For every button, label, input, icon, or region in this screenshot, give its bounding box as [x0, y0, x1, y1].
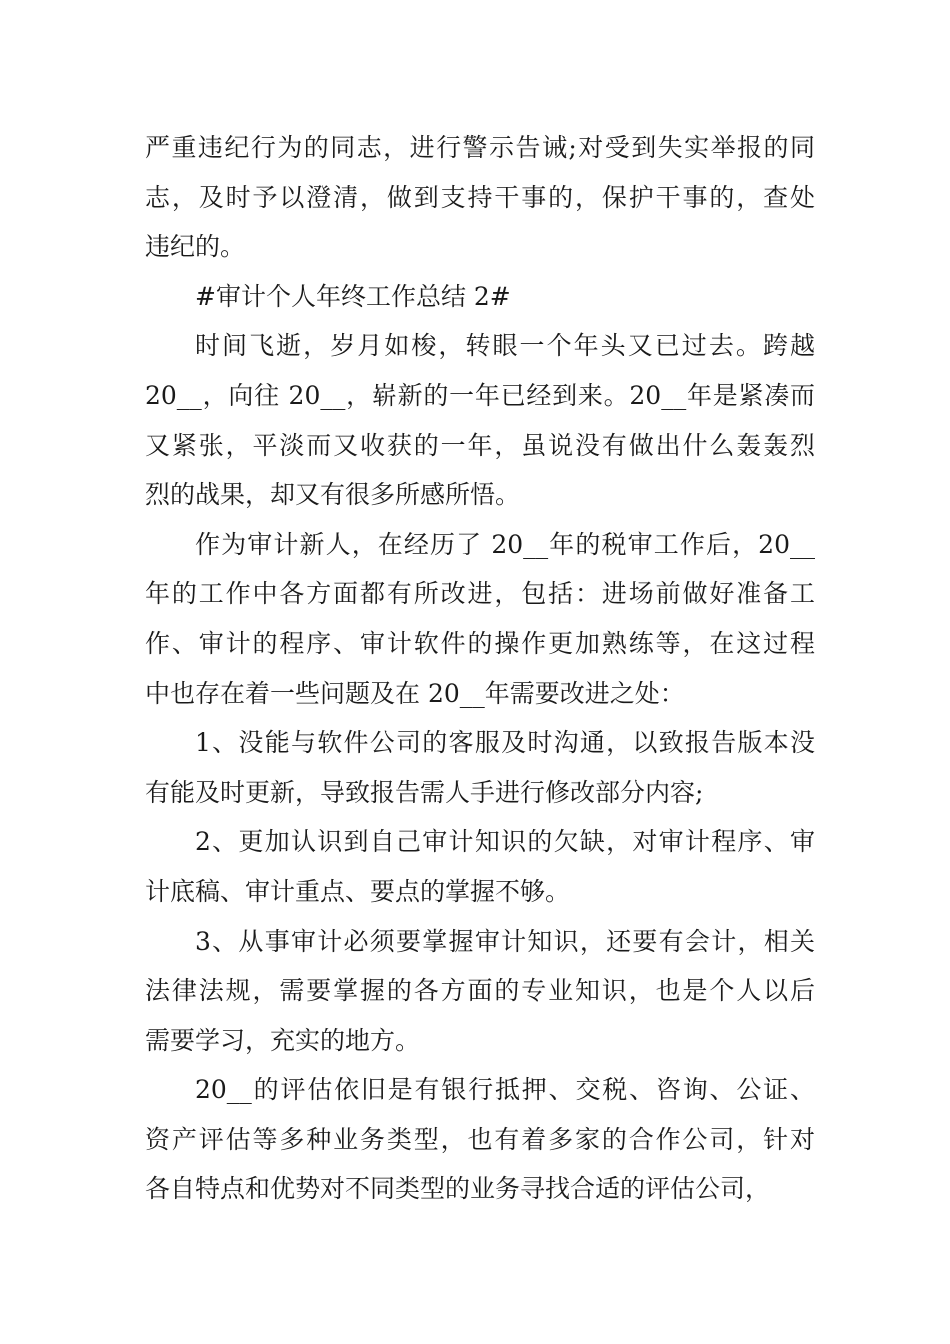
- paragraph: [145, 272, 815, 322]
- text-line: 20__，向往 20__，崭新的一年已经到来。20__年是紧凑而: [145, 380, 815, 410]
- text-line: 又紧张，平淡而又收获的一年，虽说没有做出什么轰轰烈: [145, 430, 815, 460]
- text-line: 2、更加认识到自己审计知识的欠缺，对审计程序、审: [195, 827, 815, 857]
- paragraph: [145, 321, 815, 519]
- paragraph: [145, 520, 815, 718]
- paragraph: [145, 917, 815, 1066]
- text-line: 时间飞逝，岁月如梭，转眼一个年头又已过去。跨越: [195, 331, 815, 361]
- text-line: 计底稿、审计重点、要点的掌握不够。: [145, 876, 571, 906]
- paragraph: [145, 817, 815, 916]
- text-line: 需要学习，充实的地方。: [145, 1025, 421, 1055]
- text-line: 法律法规，需要掌握的各方面的专业知识，也是个人以后: [145, 976, 815, 1006]
- document-body: [145, 123, 815, 1214]
- paragraph: [145, 718, 815, 817]
- text-line: 志，及时予以澄清，做到支持干事的，保护干事的，查处: [145, 182, 815, 212]
- paragraph: [145, 123, 815, 272]
- text-line: 20__的评估依旧是有银行抵押、交税、咨询、公证、: [195, 1075, 815, 1105]
- text-line: 中也存在着一些问题及在 20__年需要改进之处：: [145, 678, 685, 708]
- text-line: 违纪的。: [145, 232, 246, 262]
- text-line: 1、没能与软件公司的客服及时沟通，以致报告版本没: [195, 728, 815, 758]
- text-line: 资产评估等多种业务类型，也有着多家的合作公司，针对: [145, 1124, 815, 1154]
- text-line: 3、从事审计必须要掌握审计知识，还要有会计，相关: [195, 926, 815, 956]
- text-line: #审计个人年终工作总结 2#: [195, 281, 511, 311]
- text-line: 各自特点和优势对不同类型的业务寻找合适的评估公司，: [145, 1174, 771, 1204]
- text-line: 年的工作中各方面都有所改进，包括：进场前做好准备工: [145, 579, 815, 609]
- text-line: 有能及时更新，导致报告需人手进行修改部分内容;: [145, 777, 704, 807]
- text-line: 作为审计新人，在经历了 20__年的税审工作后，20__: [195, 529, 815, 559]
- text-line: 烈的战果，却又有很多所感所悟。: [145, 480, 521, 510]
- text-line: 作、审计的程序、审计软件的操作更加熟练等，在这过程: [145, 628, 815, 658]
- paragraph: [145, 1065, 815, 1214]
- text-line: 严重违纪行为的同志，进行警示告诫;对受到失实举报的同: [145, 133, 815, 162]
